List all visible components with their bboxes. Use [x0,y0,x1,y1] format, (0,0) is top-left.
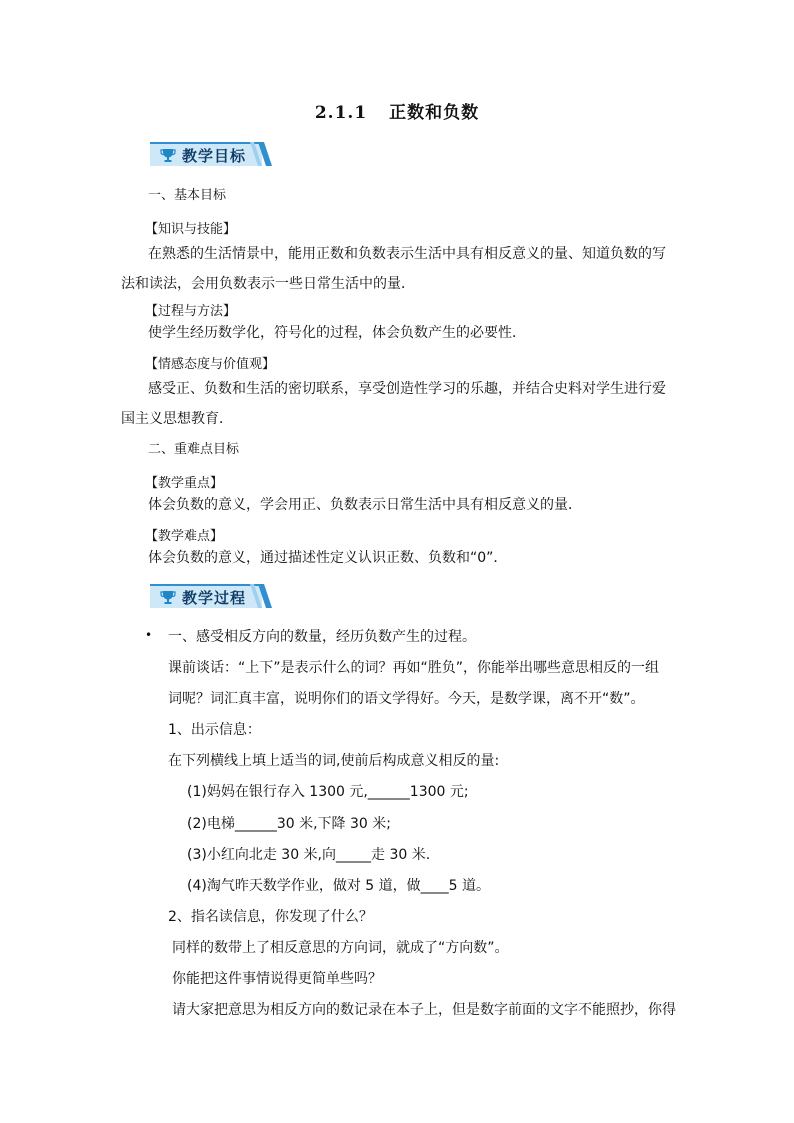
method-text: 使学生经历数学化，符号化的过程，体会负数产生的必要性． [148,325,526,341]
info-instruction: 在下列横线上填上适当的词,使前后构成意义相反的量: [168,753,500,769]
step1-text: 一、感受相反方向的数量，经历负数产生的过程。 [168,629,476,645]
list-item: (1)妈妈在银行存入 1300 元,______1300 元; [187,784,469,800]
focus-heading: 【教学重点】 [145,476,224,491]
list-item: (3)小红向北走 30 米,向_____走 30 米. [187,847,431,863]
knowledge-text [121,239,677,299]
record-text: 请大家把意思为相反方向的数记录在本子上，但是数字前面的文字不能照抄，你得 [172,1002,676,1018]
read-text: 同样的数带上了相反意思的方向词，就成了“方向数”。 [172,940,509,956]
difficulty-heading: 【教学难点】 [145,529,224,544]
list-item: (4)淘气昨天数学作业，做对 5 道，做____5 道。 [187,878,490,894]
knowledge-text-content: 在熟悉的生活情景中，能用正数和负数表示生活中具有相反意义的量、知道负数的写法和读法，会用负数表示一些日常生活中的量． [121,246,666,292]
goals-banner [150,142,272,168]
process-banner [150,584,272,610]
page-title [0,98,794,123]
method-heading: 【过程与方法】 [145,304,237,319]
trophy-icon [160,589,176,605]
attitude-text-content: 感受正、负数和生活的密切联系，享受创造性学习的乐趣，并结合史料对学生进行爱国主义思想教育． [121,381,666,427]
simplify-question: 你能把这件事情说得更简单些吗？ [172,971,382,987]
bullet-marker: • [145,628,153,642]
read-heading: 2、指名读信息，你发现了什么？ [168,909,373,925]
attitude-text [121,374,677,434]
focus-text: 体会负数的意义，学会用正、负数表示日常生活中具有相反意义的量． [148,497,582,513]
section-title: 正数和负数 [389,103,480,123]
goals-banner-label: 教学目标 [182,147,247,165]
talk-line-1: 课前谈话：“上下”是表示什么的词？再如“胜负”，你能举出哪些意思相反的一组 [168,660,660,676]
list-item: (2)电梯______30 米,下降 30 米; [187,816,391,832]
basic-goals-heading: 一、基本目标 [148,188,227,203]
process-banner-label: 教学过程 [182,589,247,607]
knowledge-heading: 【知识与技能】 [145,222,237,237]
key-goals-heading: 二、重难点目标 [148,442,240,457]
talk-line-2: 词呢？词汇真丰富，说明你们的语文学得好。今天，是数学课，离不开“数”。 [168,691,645,707]
info-heading: 1、出示信息： [168,722,261,738]
attitude-heading: 【情感态度与价值观】 [145,357,276,372]
difficulty-text: 体会负数的意义，通过描述性定义认识正数、负数和“0”． [148,550,508,566]
section-number: 2.1.1 [314,103,368,123]
trophy-icon [160,147,176,163]
